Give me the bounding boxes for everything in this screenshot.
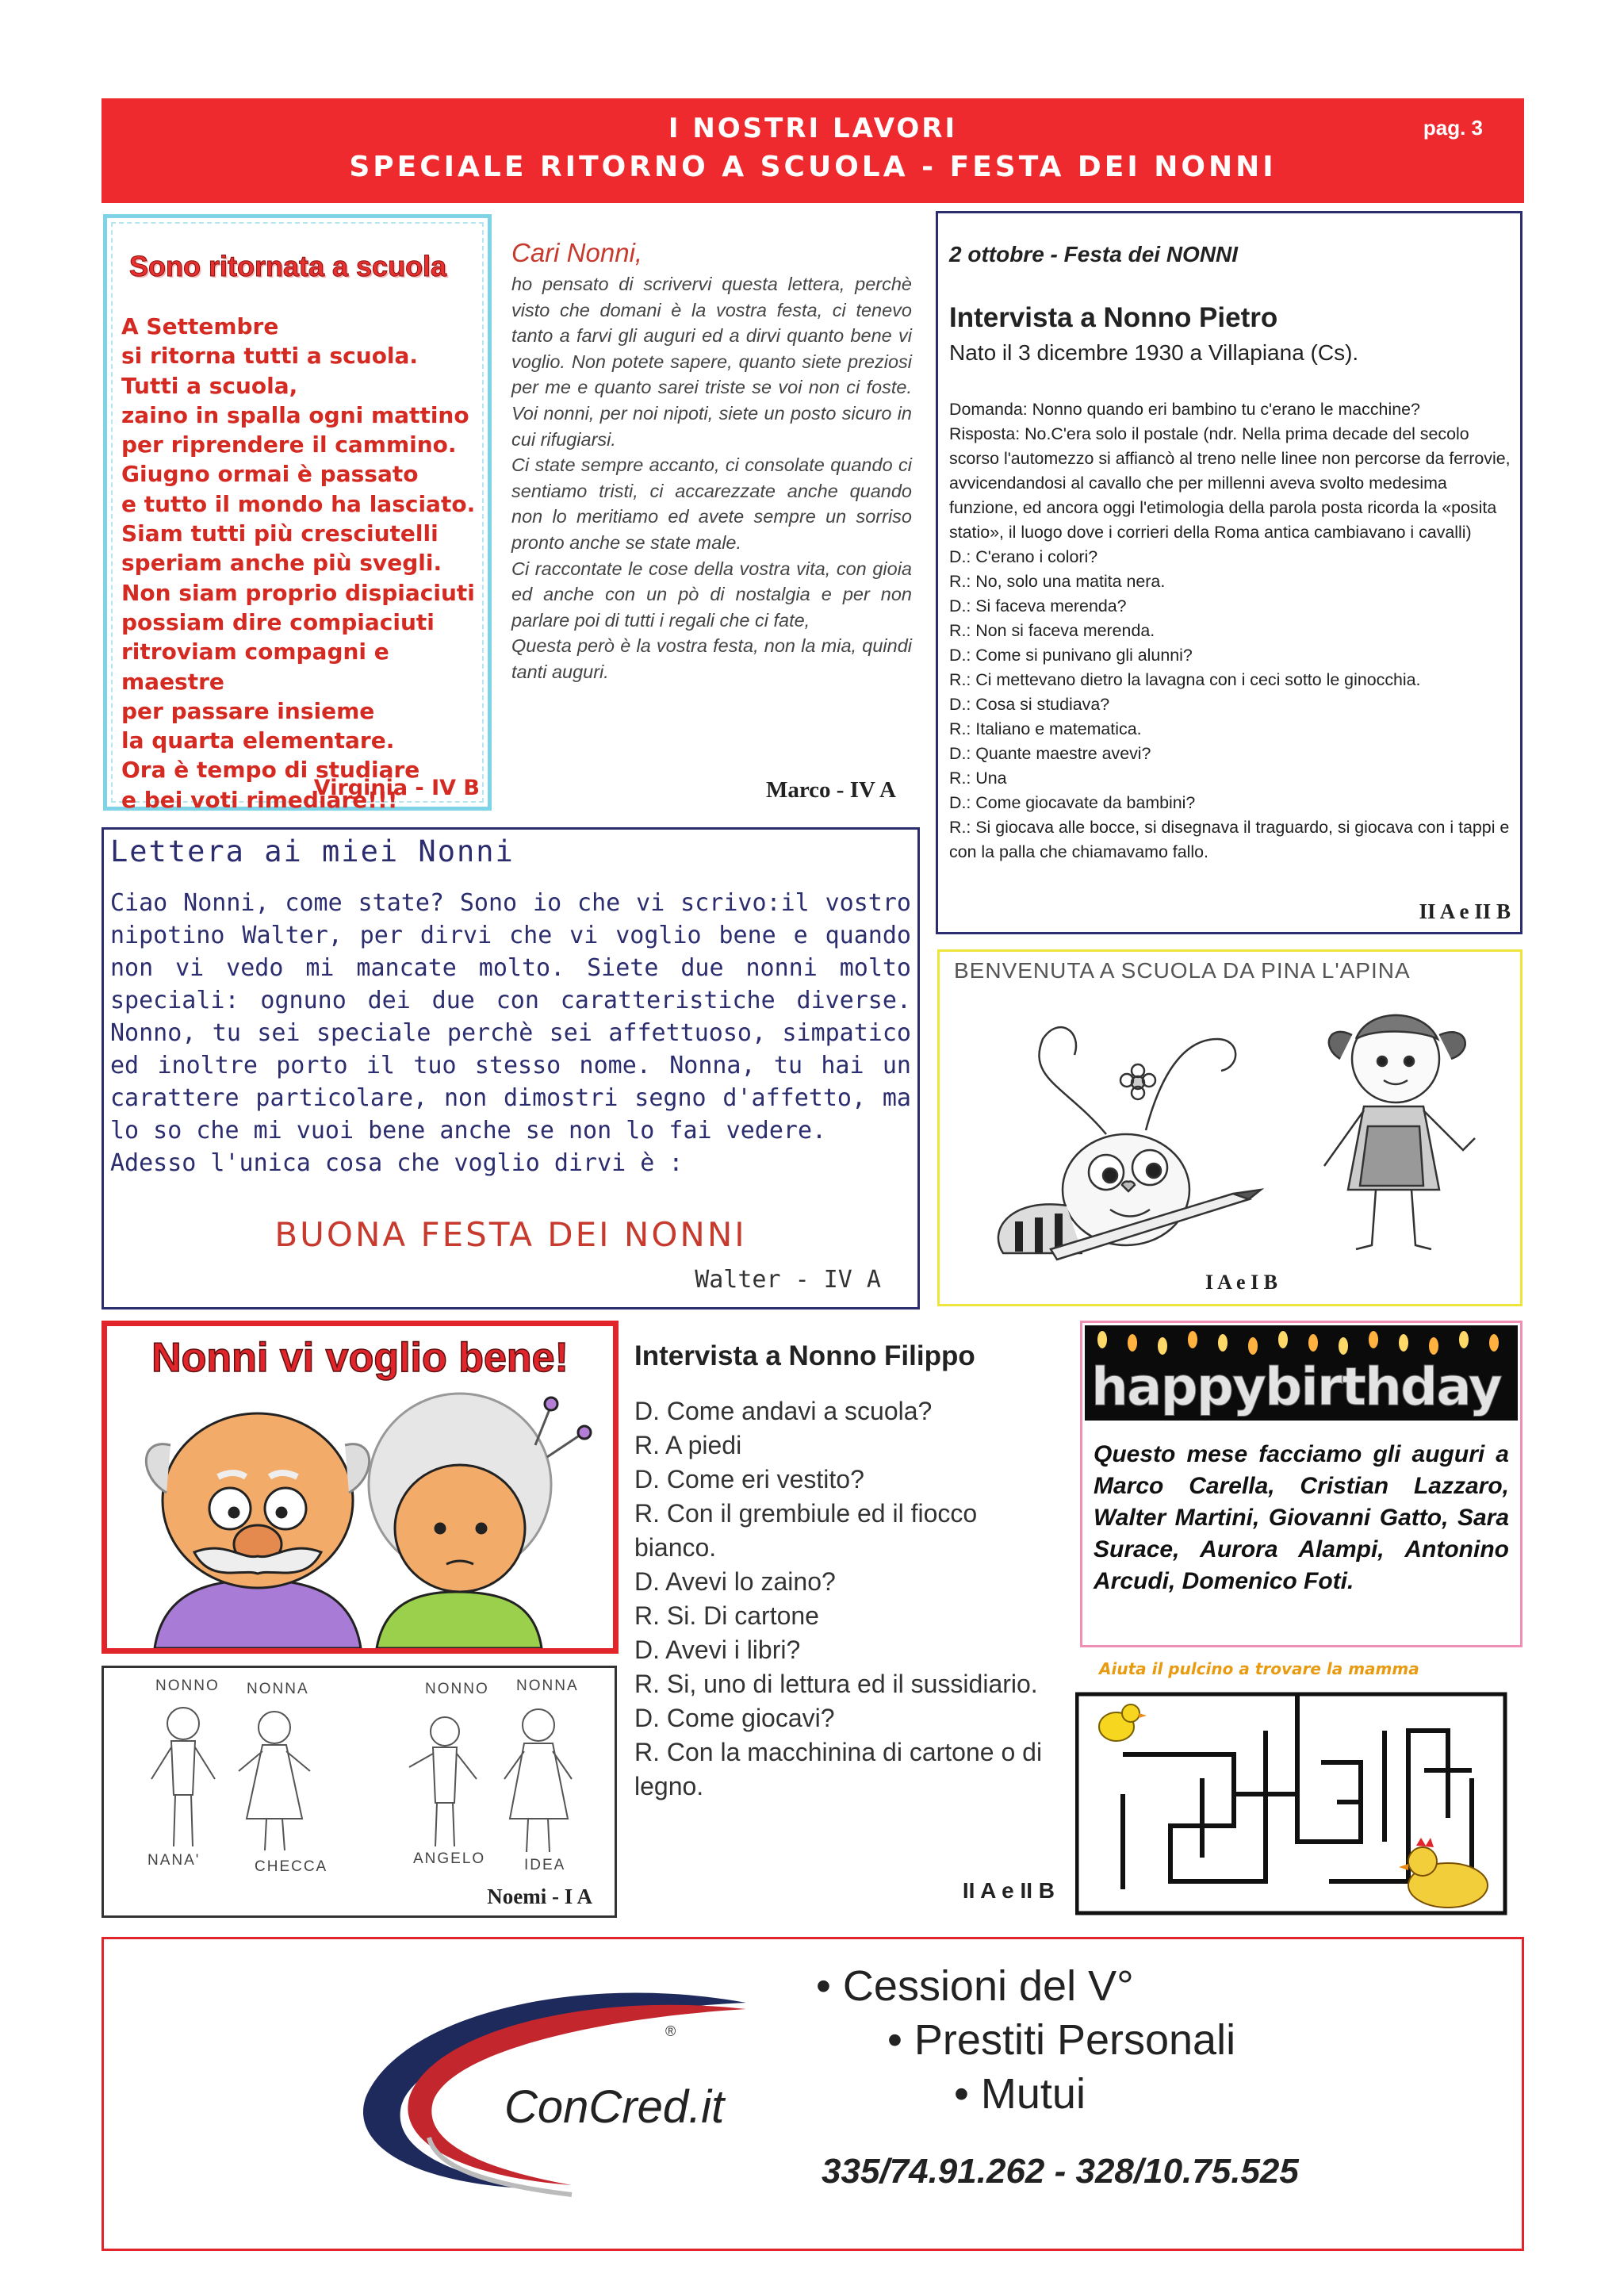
bee-and-girl-drawing	[948, 991, 1512, 1261]
phone-numbers: 335/74.91.262 - 328/10.75.525	[822, 2152, 1299, 2191]
qa-line: R.: Ci mettevano dietro la lavagna con i ceci sotto le ginocchia.	[949, 670, 1421, 689]
poem-line: per passare insieme	[121, 697, 375, 724]
drawing-label: NONNA	[516, 1678, 579, 1694]
qa-line: Domanda: Nonno quando eri bambino tu c'erano le macchine?	[949, 400, 1420, 419]
service-item: • Prestiti Personali	[887, 2016, 1236, 2064]
poem-line: per riprendere il cammino.	[121, 431, 457, 458]
qa-line: D.: Come giocavate da bambini?	[949, 793, 1196, 812]
paragraph: Adesso l'unica cosa che voglio dirvi è :	[110, 1149, 684, 1177]
poem-line: Giugno ormai è passato	[121, 461, 419, 488]
maze-drawing[interactable]	[1075, 1683, 1522, 1918]
grandparents-cartoon	[107, 1390, 613, 1648]
qa-line: R. Si. Di cartone	[634, 1601, 819, 1630]
qa-line: Risposta: No.C'era solo il postale (ndr. Nella prima decade del secolo scorso l'automezzo si affiancò al treno nelle linee non percorse da ferrovie, avvicendandosi al cavallo che per millenni aveva svolto medesima funzione, ed ancora oggi l'etimologia della parola posta ricorda la «posita statio», il luogo dove i corrieri della Roma antica cambiavano i cavalli)	[949, 424, 1511, 542]
welcome-title: BENVENUTA A SCUOLA DA PINA L'APINA	[954, 958, 1411, 983]
grandparents-card-title: Nonni vi voglio bene!	[151, 1335, 569, 1381]
paragraph: Ciao Nonni, come state? Sono io che vi scrivo:il vostro nipotino Walter, per dirvi che vi voglio bene e quando non vi vedo mi mancate molto. Siete due nonni molto speciali: ognuno dei due con caratteristiche diverse. Nonno, tu sei speciale perchè sei affettuoso, simpatico ed inoltre porto il tuo stesso nome. Nonna, tu hai un carattere particolare, non dimostri segno d'affetto, ma lo so che mi vuoi bene anche se non lo fai vedere.	[110, 889, 911, 1145]
paragraph: Ci raccontate le cose della vostra vita, con gioia ed anche con un pò di nostalgia e per non parlare poi di tutti i regali che ci fate,	[511, 558, 912, 631]
poem-line: zaino in spalla ogni mattino	[121, 401, 469, 428]
letter-walter-box	[102, 827, 920, 1309]
qa-line: D.: Si faceva merenda?	[949, 596, 1127, 615]
letter-walter-title: Lettera ai miei Nonni	[110, 834, 515, 869]
qa-line: D.: Quante maestre avevi?	[949, 744, 1151, 763]
letter-walter-wish: BUONA FESTA DEI NONNI	[274, 1215, 747, 1254]
qa-line: R.: Italiano e matematica.	[949, 719, 1142, 738]
drawing-label: NONNO	[155, 1678, 220, 1694]
birthday-box	[1080, 1321, 1522, 1647]
candle-flame-icon	[1158, 1337, 1167, 1355]
qa-line: D. Come giocavi?	[634, 1704, 835, 1732]
page-number: pag. 3	[1423, 116, 1483, 140]
candle-flame-icon	[1248, 1337, 1258, 1355]
candle-flame-icon	[1459, 1331, 1469, 1348]
qa-line: R. Con il grembiule ed il fiocco bianco.	[634, 1499, 978, 1562]
paragraph: Questa però è la vostra festa, non la mia, quindi tanti auguri.	[511, 635, 912, 682]
qa-line: D.: Cosa si studiava?	[949, 695, 1110, 714]
section-subtitle: SPECIALE RITORNO A SCUOLA - FESTA DEI NONNI	[349, 151, 1277, 183]
letter-marco-title: Cari Nonni,	[511, 238, 643, 267]
poem-line: si ritorna tutti a scuola.	[121, 343, 419, 370]
interview-filippo-body	[634, 1394, 1055, 1804]
poem-line: la quarta elementare.	[121, 727, 395, 754]
section-title: I NOSTRI LAVORI	[668, 113, 958, 144]
candle-flame-icon	[1369, 1331, 1378, 1348]
welcome-drawing-box	[937, 949, 1522, 1306]
concred-brand: ConCred.it	[504, 2081, 725, 2133]
page-header	[102, 98, 1524, 203]
grandparents-card	[102, 1321, 619, 1654]
candle-flame-icon	[1097, 1331, 1107, 1348]
poem-line: Tutti a scuola,	[121, 372, 298, 399]
candles-image	[1085, 1325, 1518, 1421]
letter-marco-signature: Marco - IV A	[765, 777, 896, 803]
qa-line: R. Si, uno di lettura ed il sussidiario.	[634, 1670, 1038, 1698]
drawing-label: ANGELO	[413, 1850, 486, 1867]
qa-line: D. Avevi i libri?	[634, 1635, 801, 1664]
poem-line: speriam anche più svegli.	[121, 550, 442, 577]
noemi-signature: Noemi - I A	[487, 1885, 592, 1908]
concred-advertisement	[102, 1937, 1524, 2251]
poem-line: e tutto il mondo ha lasciato.	[121, 490, 476, 517]
qa-line: R.: No, solo una matita nera.	[949, 572, 1166, 591]
poem-line: Non siam proprio dispiaciuti	[121, 579, 475, 606]
paragraph: ho pensato di scrivervi questa lettera, perchè visto che domani è la vostra festa, ci tenevo tanto a farvi gli auguri ed a dirvi quanto bene vi voglio. Non potete sapere, quanto siete preziosi per me e quanto sarei triste se voi non ci foste. Voi nonni, per noi nipoti, siete un posto sicuro in cui rifugiarsi.	[511, 274, 912, 450]
service-item: • Mutui	[954, 2070, 1086, 2118]
candle-flame-icon	[1399, 1334, 1408, 1352]
candle-flame-icon	[1188, 1331, 1197, 1348]
letter-marco-body	[511, 271, 912, 685]
drawing-label: NONNA	[247, 1681, 309, 1697]
interview-date: 2 ottobre - Festa dei NONNI	[949, 242, 1239, 266]
poem-line: A Settembre	[121, 313, 279, 339]
interview-pietro-body	[949, 397, 1517, 865]
drawing-label: NANA'	[147, 1852, 201, 1869]
birthday-text: Questo mese facciamo gli auguri a Marco Carella, Cristian Lazzaro, Walter Martini, Giovanni Gatto, Sara Surace, Aurora Alampi, Antonino Arcudi, Domenico Foti.	[1094, 1441, 1509, 1594]
registered-mark: ®	[665, 2023, 676, 2039]
interview-filippo	[634, 1340, 1055, 1911]
qa-line: R.: Si giocava alle bocce, si disegnava il traguardo, si giocava con i tappi e con la palla che chiamavamo fallo.	[949, 818, 1510, 861]
qa-line: R. A piedi	[634, 1431, 742, 1459]
paragraph: Ci state sempre accanto, ci consolate quando ci sentiamo tristi, ci accarezzate anche quando non lo meritiamo ed avete sempre un sorriso pronto anche se state male.	[511, 454, 912, 553]
interview-pietro-signature: II A e II B	[1419, 899, 1511, 923]
poem-line: Ora è tempo di studiare	[121, 757, 420, 784]
poem-line: possiam dire compiaciuti	[121, 608, 435, 635]
interview-filippo-heading: Intervista a Nonno Filippo	[634, 1340, 975, 1371]
candle-flame-icon	[1339, 1337, 1348, 1355]
candle-flame-icon	[1128, 1334, 1137, 1352]
interview-pietro-born: Nato il 3 dicembre 1930 a Villapiana (Cs).	[949, 340, 1359, 365]
letter-walter-body	[110, 887, 911, 1179]
poem-line: e bei voti rimediare!!!	[121, 786, 398, 813]
letter-marco	[511, 238, 912, 817]
interview-pietro-box	[936, 211, 1522, 934]
poem-title: Sono ritornata a scuola	[129, 250, 447, 282]
qa-line: R.: Una	[949, 769, 1007, 788]
qa-line: R. Con la macchinina di cartone o di legno.	[634, 1738, 1043, 1800]
qa-line: R.: Non si faceva merenda.	[949, 621, 1155, 640]
poem-line: Siam tutti più cresciutelli	[121, 520, 439, 547]
drawing-label: IDEA	[524, 1857, 566, 1873]
poem-line: ritroviam compagni e maestre	[121, 638, 389, 695]
noemi-drawing-box	[102, 1666, 617, 1918]
qa-line: D.: Come si punivano gli alunni?	[949, 646, 1193, 665]
poem-signature: Virginia - IV B	[313, 776, 480, 800]
letter-walter-signature: Walter - IV A	[695, 1266, 881, 1294]
birthday-banner	[1085, 1325, 1518, 1421]
interview-pietro-heading: Intervista a Nonno Pietro	[949, 302, 1278, 333]
poem-body	[121, 312, 482, 815]
welcome-signature: I A e I B	[1205, 1271, 1278, 1294]
interview-filippo-signature: II A e II B	[962, 1878, 1055, 1903]
candle-flame-icon	[1278, 1331, 1288, 1348]
candle-flame-icon	[1489, 1334, 1499, 1352]
drawing-label: NONNO	[425, 1681, 489, 1697]
maze-title: Aiuta il pulcino a trovare la mamma	[1099, 1659, 1419, 1678]
qa-line: D. Avevi lo zaino?	[634, 1567, 836, 1596]
drawing-label: CHECCA	[255, 1858, 328, 1875]
family-stick-figures	[104, 1668, 615, 1915]
qa-line: D. Come andavi a scuola?	[634, 1397, 933, 1425]
poem-box	[103, 214, 492, 811]
candle-flame-icon	[1429, 1337, 1438, 1355]
qa-line: D.: C'erano i colori?	[949, 547, 1098, 566]
maze-game	[1075, 1659, 1522, 1918]
service-item: • Cessioni del V°	[816, 1962, 1134, 2010]
birthday-banner-text: happybirthday	[1091, 1356, 1501, 1417]
candle-flame-icon	[1308, 1334, 1318, 1352]
candle-flame-icon	[1218, 1334, 1228, 1352]
qa-line: D. Come eri vestito?	[634, 1465, 864, 1494]
